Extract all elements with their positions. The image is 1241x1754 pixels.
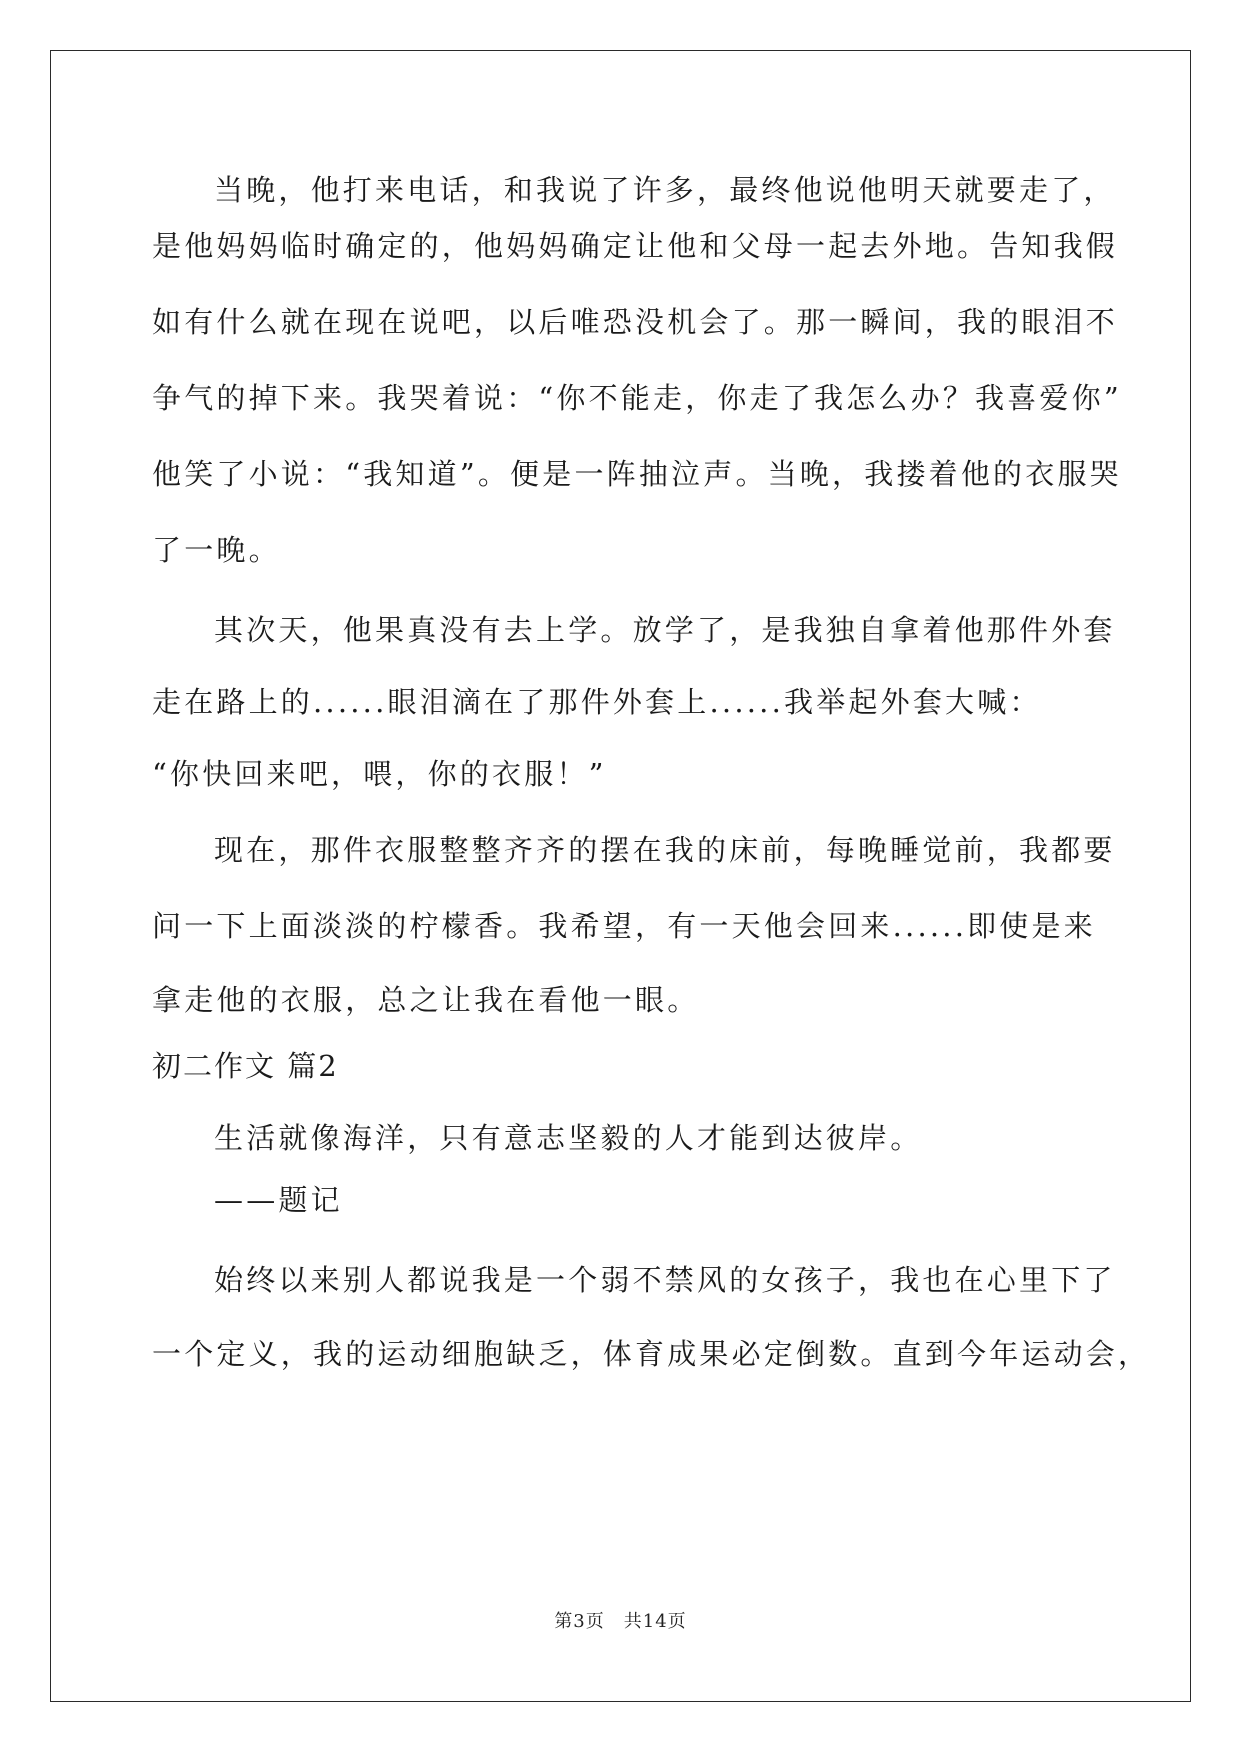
paragraph-line: 其次天，他果真没有去上学。放学了，是我独自拿着他那件外套 <box>214 613 1116 647</box>
paragraph-line: 拿走他的衣服，总之让我在看他一眼。 <box>152 983 700 1017</box>
paragraph-line: 问一下上面淡淡的柠檬香。我希望，有一天他会回来......即使是来 <box>152 909 1096 943</box>
paragraph-line: 生活就像海洋，只有意志坚毅的人才能到达彼岸。 <box>214 1121 923 1155</box>
paragraph-line: 是他妈妈临时确定的，他妈妈确定让他和父母一起去外地。告知我假 <box>152 229 1119 263</box>
paragraph-line: 了一晚。 <box>152 533 281 567</box>
section-heading: 初二作文 篇2 <box>152 1049 339 1083</box>
page-number: 第3页 共14页 <box>554 1611 687 1632</box>
paragraph-line: 一个定义，我的运动细胞缺乏，体育成果必定倒数。直到今年运动会， <box>152 1337 1151 1371</box>
paragraph-line: 现在，那件衣服整整齐齐的摆在我的床前，每晚睡觉前，我都要 <box>214 833 1116 867</box>
page-border <box>50 50 1191 1702</box>
paragraph-line: 他笑了小说：“我知道”。便是一阵抽泣声。当晚，我搂着他的衣服哭 <box>152 457 1122 491</box>
paragraph-line: 始终以来别人都说我是一个弱不禁风的女孩子，我也在心里下了 <box>214 1263 1116 1297</box>
paragraph-line: 如有什么就在现在说吧，以后唯恐没机会了。那一瞬间，我的眼泪不 <box>152 305 1119 339</box>
paragraph-line: “你快回来吧，喂，你的衣服！” <box>152 757 607 791</box>
paragraph-line: 当晚，他打来电话，和我说了许多，最终他说他明天就要走了， <box>214 173 1116 207</box>
paragraph-line: 争气的掉下来。我哭着说：“你不能走，你走了我怎么办？我喜爱你” <box>152 381 1122 415</box>
epigraph-attribution: ——题记 <box>214 1183 343 1217</box>
paragraph-line: 走在路上的......眼泪滴在了那件外套上......我举起外套大喊： <box>152 685 1042 719</box>
